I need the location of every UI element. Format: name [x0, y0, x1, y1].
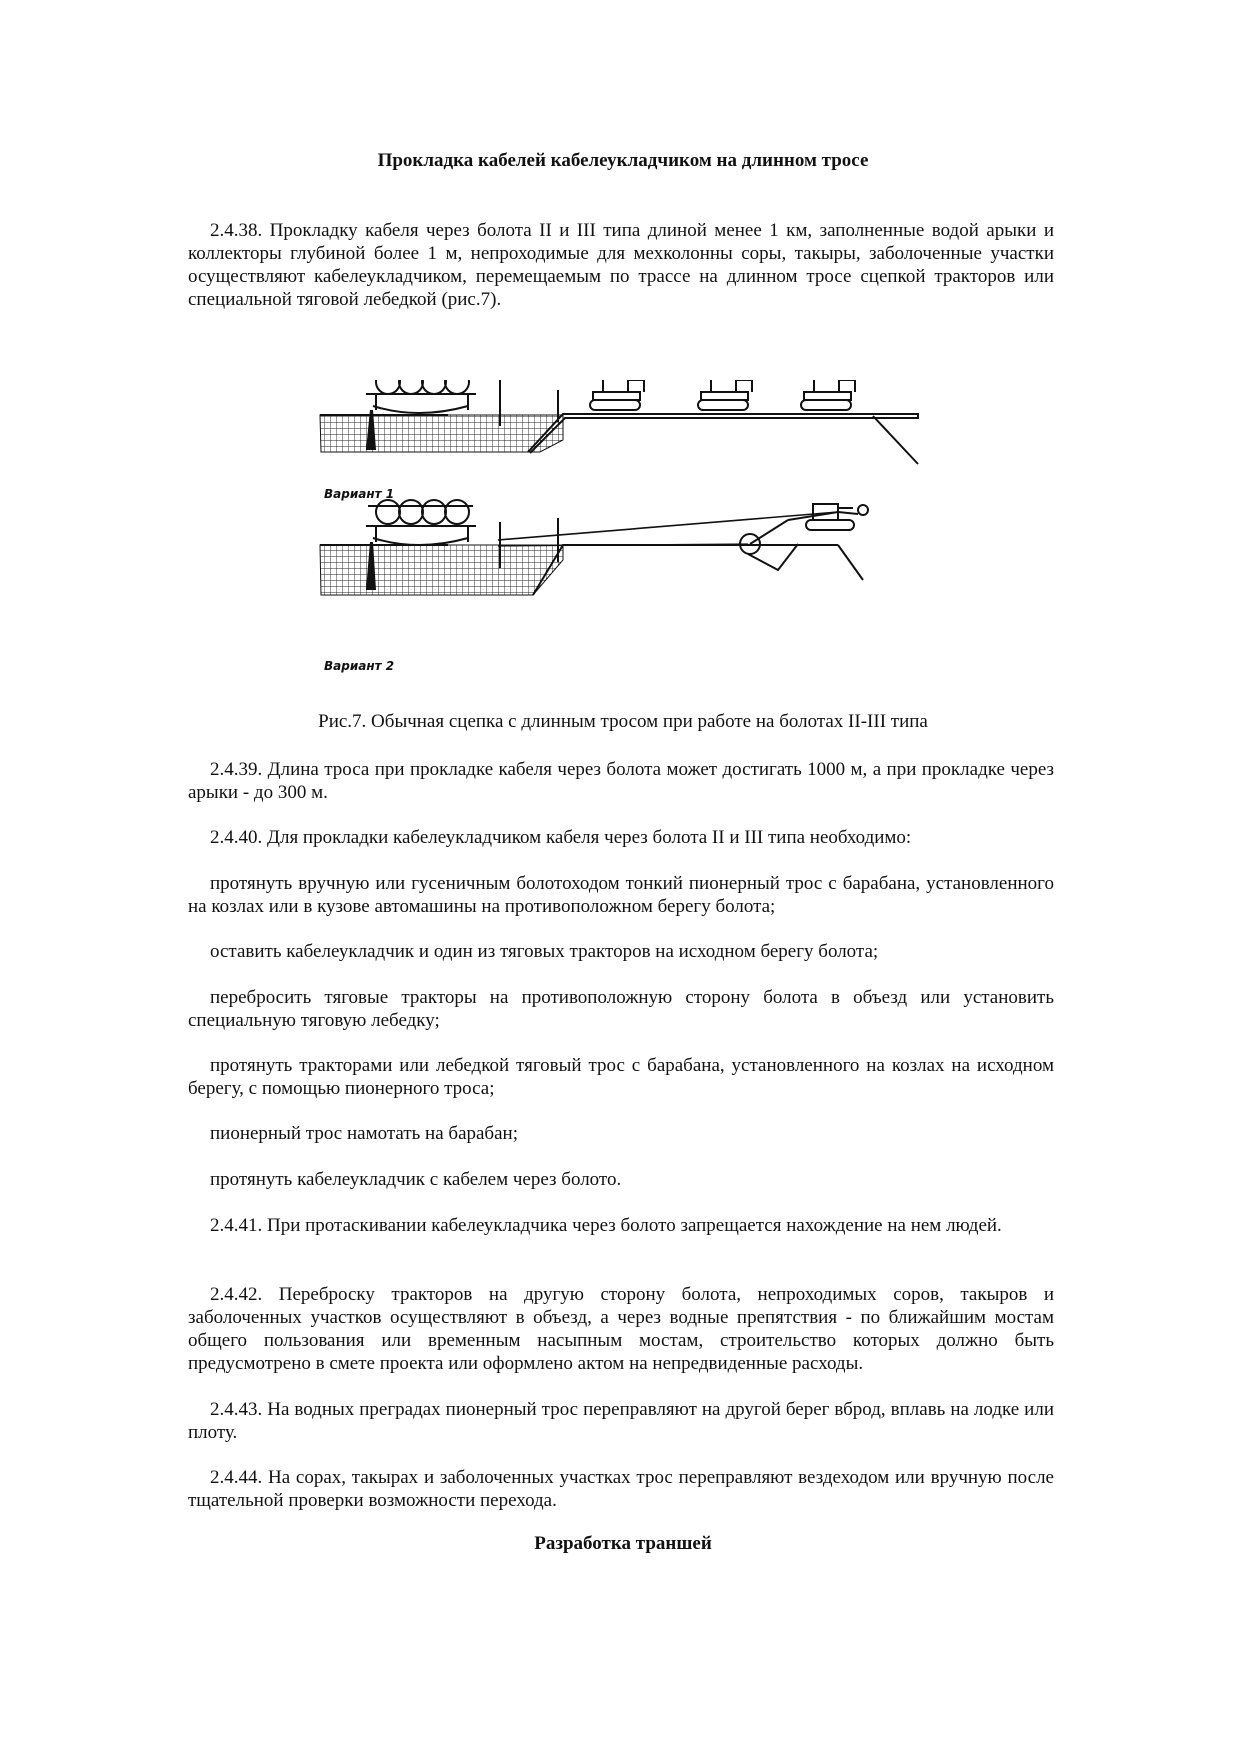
variant-1-label: Вариант 1	[324, 487, 395, 501]
cable-layer-diagram	[318, 380, 938, 685]
paragraph-2-4-44: 2.4.44. На сорах, такырах и заболоченных участках трос переправляют вездеходом или вручную после тщательной проверки возможности перехода.	[188, 1467, 1054, 1511]
list-item-1: протянуть вручную или гусеничным болотоходом тонкий пионерный трос с барабана, установленного на козлах или в кузове автомашины на противоположном берегу болота;	[188, 873, 1054, 917]
paragraph-2-4-43: 2.4.43. На водных преградах пионерный трос переправляют на другой берег вброд, вплавь на лодке или плоту.	[188, 1399, 1054, 1443]
list-item-4: протянуть тракторами или лебедкой тяговый трос с барабана, установленного на козлах на исходном берегу, с помощью пионерного троса;	[188, 1055, 1054, 1099]
variant-1-drawing	[320, 380, 918, 501]
list-item-5: пионерный трос намотать на барабан;	[210, 1123, 518, 1144]
paragraph-2-4-42: 2.4.42. Переброску тракторов на другую сторону болота, непроходимых соров, такыров и заболоченных участков осуществляют в объезд, а через водные препятствия - по ближайшим мостам общего пользования или временным насыпным мостам, строительство которых должно быть предусмотрено в смете проекта или оформлено актом на непредвиденные расходы.	[188, 1284, 1054, 1374]
list-item-2: оставить кабелеукладчик и один из тяговых тракторов на исходном берегу болота;	[210, 941, 879, 962]
paragraph-2-4-40: 2.4.40. Для прокладки кабелеукладчиком кабеля через болота II и III типа необходимо:	[210, 827, 912, 848]
figure-7	[318, 380, 938, 685]
paragraph-2-4-41: 2.4.41. При протаскивании кабелеукладчика через болото запрещается нахождение на нем людей.	[210, 1215, 1002, 1236]
paragraph-2-4-38: 2.4.38. Прокладку кабеля через болота II и III типа длиной менее 1 км, заполненные водой арыки и коллекторы глубиной более 1 м, непроходимые для мехколонны соры, такыры, заболоченные участки осуществляют кабелеукладчиком, перемещаемым по трассе на длинном тросе сцепкой тракторов или специальной тяговой лебедкой (рис.7).	[188, 220, 1054, 310]
tractor-icon	[590, 380, 644, 410]
paragraph-2-4-39: 2.4.39. Длина троса при прокладке кабеля через болота может достигать 1000 м, а при прокладке через арыки - до 300 м.	[188, 759, 1054, 803]
list-item-6: протянуть кабелеукладчик с кабелем через болото.	[210, 1169, 622, 1190]
variant-2-drawing	[320, 500, 868, 673]
figure-caption: Рис.7. Обычная сцепка с длинным тросом при работе на болотах II-III типа	[318, 711, 928, 732]
section-heading: Прокладка кабелей кабелеукладчиком на длинном тросе	[377, 150, 869, 171]
section-subheading: Разработка траншей	[534, 1533, 712, 1554]
tractor-icon	[698, 380, 752, 410]
variant-2-label: Вариант 2	[324, 659, 395, 673]
tractor-icon	[801, 380, 855, 410]
list-item-3: перебросить тяговые тракторы на противоположную сторону болота в объезд или установить специальную тяговую лебедку;	[188, 987, 1054, 1031]
